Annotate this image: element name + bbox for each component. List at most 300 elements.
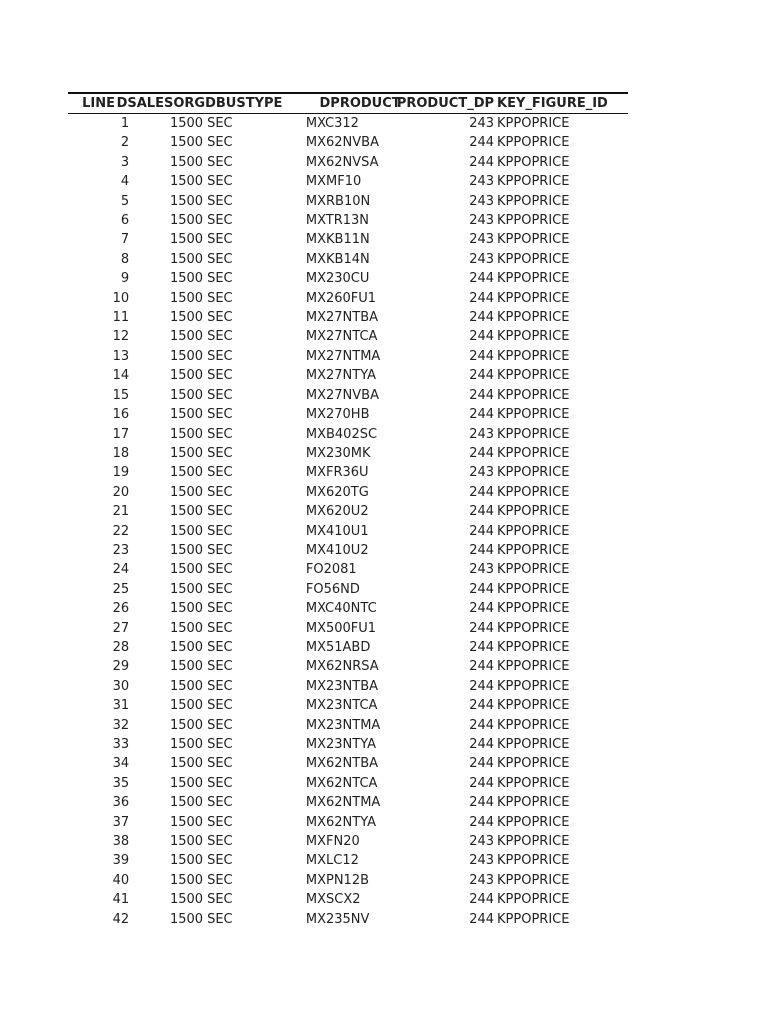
- table-row: [68, 832, 628, 851]
- cell-product-dp: 243: [469, 562, 495, 578]
- cell-product-dp: 244: [469, 271, 495, 287]
- table-row: [68, 813, 628, 832]
- cell-product-dp: 244: [469, 387, 495, 403]
- cell-line: 32: [112, 717, 130, 733]
- cell-dsalesorg: 1500: [169, 213, 204, 229]
- cell-dproduct: MX62NVSA: [305, 154, 379, 170]
- cell-dproduct: MX62NRSA: [305, 659, 379, 675]
- cell-dsalesorg: 1500: [169, 387, 204, 403]
- cell-dbustype: SEC: [207, 601, 233, 617]
- cell-dproduct: MXSCX2: [305, 892, 361, 908]
- cell-key-figure-id: KPPOPRICE: [497, 756, 570, 772]
- cell-dsalesorg: 1500: [169, 562, 204, 578]
- cell-product-dp: 243: [469, 174, 495, 190]
- cell-dsalesorg: 1500: [169, 135, 204, 151]
- cell-line: 15: [112, 387, 130, 403]
- cell-line: 7: [120, 232, 130, 248]
- cell-key-figure-id: KPPOPRICE: [497, 174, 570, 190]
- cell-dproduct: MX230MK: [305, 445, 371, 461]
- cell-product-dp: 244: [469, 892, 495, 908]
- table-row: [68, 114, 628, 134]
- cell-line: 12: [112, 329, 130, 345]
- cell-dsalesorg: 1500: [169, 368, 204, 384]
- cell-dsalesorg: 1500: [169, 892, 204, 908]
- table-row: [68, 211, 628, 230]
- cell-line: 33: [112, 737, 130, 752]
- cell-dbustype: SEC: [207, 407, 233, 423]
- cell-dsalesorg: 1500: [169, 310, 204, 326]
- cell-line: 6: [120, 213, 130, 229]
- cell-dbustype: SEC: [207, 193, 233, 209]
- cell-dbustype: SEC: [207, 368, 233, 384]
- cell-dbustype: SEC: [207, 174, 233, 190]
- cell-key-figure-id: KPPOPRICE: [497, 329, 570, 345]
- cell-product-dp: 244: [469, 737, 495, 752]
- cell-product-dp: 244: [469, 290, 495, 306]
- table-body: [68, 114, 628, 930]
- cell-dproduct: MX27NTYA: [305, 368, 377, 384]
- cell-dsalesorg: 1500: [169, 620, 204, 636]
- cell-key-figure-id: KPPOPRICE: [497, 213, 570, 229]
- cell-dproduct: MX410U1: [305, 523, 369, 539]
- cell-dproduct: MX23NTMA: [305, 717, 381, 733]
- cell-dbustype: SEC: [207, 310, 233, 326]
- table-row: [68, 366, 628, 385]
- cell-product-dp: 244: [469, 581, 495, 597]
- header-dsalesorg: DSALESORG: [129, 93, 205, 114]
- cell-product-dp: 244: [469, 504, 495, 520]
- spreadsheet-page: [68, 92, 628, 929]
- cell-key-figure-id: KPPOPRICE: [497, 892, 570, 908]
- cell-dbustype: SEC: [207, 504, 233, 520]
- table-header: [68, 93, 628, 114]
- cell-dproduct: FO56ND: [305, 581, 360, 597]
- cell-line: 3: [120, 154, 130, 170]
- cell-dproduct: MXMF10: [305, 174, 362, 190]
- cell-dbustype: SEC: [207, 737, 233, 752]
- cell-dbustype: SEC: [207, 620, 233, 636]
- cell-dbustype: SEC: [207, 445, 233, 461]
- cell-product-dp: 244: [469, 601, 495, 617]
- table-row: [68, 444, 628, 463]
- cell-dbustype: SEC: [207, 387, 233, 403]
- cell-line: 13: [112, 348, 130, 364]
- table-row: [68, 133, 628, 152]
- table-row: [68, 890, 628, 909]
- cell-line: 18: [112, 445, 130, 461]
- cell-dsalesorg: 1500: [169, 407, 204, 423]
- cell-dbustype: SEC: [207, 698, 233, 714]
- table-row: [68, 619, 628, 638]
- cell-product-dp: 244: [469, 542, 495, 558]
- cell-key-figure-id: KPPOPRICE: [497, 310, 570, 326]
- cell-dsalesorg: 1500: [169, 116, 204, 131]
- cell-dbustype: SEC: [207, 135, 233, 151]
- cell-line: 38: [112, 834, 130, 850]
- cell-product-dp: 244: [469, 329, 495, 345]
- cell-line: 28: [112, 639, 130, 655]
- cell-dproduct: FO2081: [305, 562, 357, 578]
- cell-dbustype: SEC: [207, 213, 233, 229]
- cell-key-figure-id: KPPOPRICE: [497, 348, 570, 364]
- cell-dsalesorg: 1500: [169, 581, 204, 597]
- table-row: [68, 269, 628, 288]
- cell-dsalesorg: 1500: [169, 271, 204, 287]
- cell-dbustype: SEC: [207, 795, 233, 811]
- cell-dsalesorg: 1500: [169, 775, 204, 791]
- cell-product-dp: 243: [469, 426, 495, 442]
- cell-dproduct: MX62NTBA: [305, 756, 379, 772]
- table-row: [68, 599, 628, 618]
- cell-line: 11: [112, 310, 130, 326]
- cell-key-figure-id: KPPOPRICE: [497, 737, 570, 752]
- cell-dsalesorg: 1500: [169, 639, 204, 655]
- cell-dsalesorg: 1500: [169, 756, 204, 772]
- cell-dproduct: MX620TG: [305, 484, 369, 500]
- cell-line: 41: [112, 892, 130, 908]
- cell-dsalesorg: 1500: [169, 465, 204, 481]
- table-row: [68, 386, 628, 405]
- cell-dsalesorg: 1500: [169, 853, 204, 869]
- cell-product-dp: 243: [469, 116, 495, 131]
- cell-line: 21: [112, 504, 130, 520]
- cell-line: 37: [112, 814, 130, 830]
- cell-key-figure-id: KPPOPRICE: [497, 698, 570, 714]
- cell-dbustype: SEC: [207, 484, 233, 500]
- cell-key-figure-id: KPPOPRICE: [497, 814, 570, 830]
- cell-key-figure-id: KPPOPRICE: [497, 484, 570, 500]
- table-row: [68, 250, 628, 269]
- cell-line: 31: [112, 698, 130, 714]
- cell-line: 5: [120, 193, 130, 209]
- cell-dproduct: MX270HB: [305, 407, 370, 423]
- cell-product-dp: 243: [469, 193, 495, 209]
- cell-line: 23: [112, 542, 130, 558]
- cell-dproduct: MX62NTMA: [305, 795, 381, 811]
- cell-dsalesorg: 1500: [169, 174, 204, 190]
- cell-dproduct: MX23NTBA: [305, 678, 379, 694]
- cell-dsalesorg: 1500: [169, 717, 204, 733]
- cell-key-figure-id: KPPOPRICE: [497, 775, 570, 791]
- cell-dsalesorg: 1500: [169, 678, 204, 694]
- cell-dproduct: MXC312: [305, 116, 359, 131]
- cell-dproduct: MX27NVBA: [305, 387, 379, 403]
- cell-dsalesorg: 1500: [169, 659, 204, 675]
- cell-dsalesorg: 1500: [169, 154, 204, 170]
- cell-line: 19: [112, 465, 130, 481]
- table-row: [68, 347, 628, 366]
- cell-dbustype: SEC: [207, 465, 233, 481]
- cell-dproduct: MX260FU1: [305, 290, 377, 306]
- cell-dproduct: MXFN20: [305, 834, 360, 850]
- cell-dbustype: SEC: [207, 775, 233, 791]
- cell-dsalesorg: 1500: [169, 814, 204, 830]
- cell-product-dp: 244: [469, 659, 495, 675]
- cell-line: 35: [112, 775, 130, 791]
- cell-dproduct: MX23NTCA: [305, 698, 378, 714]
- cell-dbustype: SEC: [207, 911, 233, 927]
- cell-key-figure-id: KPPOPRICE: [497, 193, 570, 209]
- header-product-dp: PRODUCT_DP: [422, 93, 494, 114]
- cell-dsalesorg: 1500: [169, 329, 204, 345]
- table-row: [68, 463, 628, 482]
- cell-dbustype: SEC: [207, 271, 233, 287]
- cell-key-figure-id: KPPOPRICE: [497, 465, 570, 481]
- cell-product-dp: 243: [469, 251, 495, 267]
- cell-dbustype: SEC: [207, 717, 233, 733]
- cell-dbustype: SEC: [207, 639, 233, 655]
- cell-line: 29: [112, 659, 130, 675]
- cell-dbustype: SEC: [207, 348, 233, 364]
- table-row: [68, 230, 628, 249]
- cell-product-dp: 244: [469, 310, 495, 326]
- cell-dsalesorg: 1500: [169, 348, 204, 364]
- cell-dbustype: SEC: [207, 329, 233, 345]
- cell-dbustype: SEC: [207, 426, 233, 442]
- table-row: [68, 541, 628, 560]
- cell-product-dp: 244: [469, 407, 495, 423]
- cell-product-dp: 243: [469, 213, 495, 229]
- cell-dproduct: MX62NVBA: [305, 135, 379, 151]
- cell-product-dp: 244: [469, 678, 495, 694]
- cell-line: 17: [112, 426, 130, 442]
- table-row: [68, 289, 628, 308]
- cell-dproduct: MXPN12B: [305, 872, 370, 888]
- cell-dsalesorg: 1500: [169, 911, 204, 927]
- table-row: [68, 638, 628, 657]
- table-row: [68, 327, 628, 346]
- table-row: [68, 153, 628, 172]
- cell-dproduct: MXC40NTC: [305, 601, 377, 617]
- table-row: [68, 580, 628, 599]
- cell-line: 1: [120, 116, 130, 131]
- cell-product-dp: 244: [469, 135, 495, 151]
- cell-product-dp: 244: [469, 814, 495, 830]
- cell-dbustype: SEC: [207, 834, 233, 850]
- cell-dbustype: SEC: [207, 892, 233, 908]
- cell-key-figure-id: KPPOPRICE: [497, 853, 570, 869]
- cell-key-figure-id: KPPOPRICE: [497, 542, 570, 558]
- cell-key-figure-id: KPPOPRICE: [497, 154, 570, 170]
- data-table: [68, 92, 628, 929]
- cell-product-dp: 244: [469, 154, 495, 170]
- cell-line: 25: [112, 581, 130, 597]
- cell-product-dp: 244: [469, 911, 495, 927]
- cell-dsalesorg: 1500: [169, 426, 204, 442]
- cell-key-figure-id: KPPOPRICE: [497, 445, 570, 461]
- table-row: [68, 735, 628, 754]
- table-row: [68, 754, 628, 773]
- cell-dbustype: SEC: [207, 756, 233, 772]
- cell-dproduct: MXLC12: [305, 853, 359, 869]
- cell-line: 39: [112, 853, 130, 869]
- cell-product-dp: 244: [469, 795, 495, 811]
- cell-key-figure-id: KPPOPRICE: [497, 717, 570, 733]
- cell-line: 4: [120, 174, 130, 190]
- cell-dbustype: SEC: [207, 154, 233, 170]
- cell-dsalesorg: 1500: [169, 290, 204, 306]
- cell-line: 20: [112, 484, 130, 500]
- table-row: [68, 716, 628, 735]
- cell-product-dp: 243: [469, 232, 495, 248]
- table-row: [68, 793, 628, 812]
- cell-dsalesorg: 1500: [169, 737, 204, 752]
- cell-line: 30: [112, 678, 130, 694]
- cell-dbustype: SEC: [207, 872, 233, 888]
- cell-product-dp: 244: [469, 368, 495, 384]
- table-row: [68, 483, 628, 502]
- cell-dbustype: SEC: [207, 678, 233, 694]
- cell-key-figure-id: KPPOPRICE: [497, 271, 570, 287]
- cell-dsalesorg: 1500: [169, 445, 204, 461]
- cell-dbustype: SEC: [207, 523, 233, 539]
- cell-line: 26: [112, 601, 130, 617]
- cell-key-figure-id: KPPOPRICE: [497, 135, 570, 151]
- cell-dbustype: SEC: [207, 659, 233, 675]
- cell-dproduct: MX62NTYA: [305, 814, 377, 830]
- cell-dproduct: MX23NTYA: [305, 737, 377, 752]
- cell-key-figure-id: KPPOPRICE: [497, 639, 570, 655]
- table-row: [68, 172, 628, 191]
- table-row: [68, 657, 628, 676]
- cell-line: 2: [120, 135, 130, 151]
- cell-dproduct: MX230CU: [305, 271, 370, 287]
- cell-dbustype: SEC: [207, 542, 233, 558]
- cell-line: 42: [112, 911, 130, 927]
- cell-dsalesorg: 1500: [169, 193, 204, 209]
- cell-product-dp: 244: [469, 698, 495, 714]
- cell-product-dp: 243: [469, 872, 495, 888]
- cell-key-figure-id: KPPOPRICE: [497, 251, 570, 267]
- cell-key-figure-id: KPPOPRICE: [497, 407, 570, 423]
- table-row: [68, 425, 628, 444]
- table-row: [68, 308, 628, 327]
- cell-dbustype: SEC: [207, 232, 233, 248]
- cell-dbustype: SEC: [207, 581, 233, 597]
- cell-line: 14: [112, 368, 130, 384]
- cell-line: 9: [120, 271, 130, 287]
- table-row: [68, 405, 628, 424]
- header-line: LINE: [68, 93, 129, 114]
- cell-key-figure-id: KPPOPRICE: [497, 504, 570, 520]
- cell-dsalesorg: 1500: [169, 601, 204, 617]
- cell-dbustype: SEC: [207, 853, 233, 869]
- cell-product-dp: 243: [469, 465, 495, 481]
- table-row: [68, 871, 628, 890]
- cell-dproduct: MX51ABD: [305, 639, 371, 655]
- cell-product-dp: 244: [469, 523, 495, 539]
- cell-key-figure-id: KPPOPRICE: [497, 795, 570, 811]
- cell-dsalesorg: 1500: [169, 834, 204, 850]
- cell-dproduct: MX235NV: [305, 911, 370, 927]
- cell-product-dp: 244: [469, 639, 495, 655]
- cell-product-dp: 244: [469, 445, 495, 461]
- table-row: [68, 851, 628, 870]
- header-dproduct: DPRODUCT: [298, 93, 422, 114]
- cell-key-figure-id: KPPOPRICE: [497, 601, 570, 617]
- cell-dbustype: SEC: [207, 290, 233, 306]
- cell-dsalesorg: 1500: [169, 698, 204, 714]
- cell-product-dp: 243: [469, 853, 495, 869]
- cell-dproduct: MXFR36U: [305, 465, 369, 481]
- cell-product-dp: 244: [469, 717, 495, 733]
- cell-product-dp: 244: [469, 620, 495, 636]
- cell-dsalesorg: 1500: [169, 232, 204, 248]
- cell-key-figure-id: KPPOPRICE: [497, 368, 570, 384]
- cell-dsalesorg: 1500: [169, 484, 204, 500]
- cell-key-figure-id: KPPOPRICE: [497, 232, 570, 248]
- cell-product-dp: 244: [469, 348, 495, 364]
- cell-line: 8: [120, 251, 130, 267]
- cell-dsalesorg: 1500: [169, 795, 204, 811]
- cell-product-dp: 244: [469, 756, 495, 772]
- cell-dbustype: SEC: [207, 116, 233, 131]
- cell-dbustype: SEC: [207, 251, 233, 267]
- cell-dsalesorg: 1500: [169, 251, 204, 267]
- table-row: [68, 522, 628, 541]
- header-row: [68, 93, 628, 114]
- cell-line: 16: [112, 407, 130, 423]
- cell-dproduct: MX62NTCA: [305, 775, 378, 791]
- cell-dsalesorg: 1500: [169, 504, 204, 520]
- cell-key-figure-id: KPPOPRICE: [497, 116, 570, 131]
- cell-line: 24: [112, 562, 130, 578]
- table-row: [68, 502, 628, 521]
- table-row: [68, 774, 628, 793]
- cell-dsalesorg: 1500: [169, 523, 204, 539]
- cell-key-figure-id: KPPOPRICE: [497, 872, 570, 888]
- cell-key-figure-id: KPPOPRICE: [497, 290, 570, 306]
- cell-key-figure-id: KPPOPRICE: [497, 523, 570, 539]
- table-row: [68, 192, 628, 211]
- cell-key-figure-id: KPPOPRICE: [497, 620, 570, 636]
- cell-line: 36: [112, 795, 130, 811]
- cell-key-figure-id: KPPOPRICE: [497, 562, 570, 578]
- cell-key-figure-id: KPPOPRICE: [497, 387, 570, 403]
- table-row: [68, 677, 628, 696]
- cell-dproduct: MX27NTMA: [305, 348, 381, 364]
- cell-dproduct: MX27NTCA: [305, 329, 378, 345]
- cell-line: 34: [112, 756, 130, 772]
- cell-key-figure-id: KPPOPRICE: [497, 678, 570, 694]
- cell-product-dp: 243: [469, 834, 495, 850]
- table-row: [68, 696, 628, 715]
- cell-product-dp: 244: [469, 775, 495, 791]
- cell-key-figure-id: KPPOPRICE: [497, 659, 570, 675]
- cell-dproduct: MXKB11N: [305, 232, 370, 248]
- cell-line: 22: [112, 523, 130, 539]
- cell-key-figure-id: KPPOPRICE: [497, 911, 570, 927]
- cell-dproduct: MX500FU1: [305, 620, 377, 636]
- header-key-figure-id: KEY_FIGURE_ID: [494, 93, 628, 114]
- cell-dproduct: MX410U2: [305, 542, 369, 558]
- cell-dsalesorg: 1500: [169, 542, 204, 558]
- cell-dproduct: MX27NTBA: [305, 310, 379, 326]
- header-dbustype: DBUSTYPE: [205, 93, 298, 114]
- cell-key-figure-id: KPPOPRICE: [497, 834, 570, 850]
- cell-dproduct: MXRB10N: [305, 193, 371, 209]
- cell-dproduct: MXKB14N: [305, 251, 370, 267]
- cell-dbustype: SEC: [207, 562, 233, 578]
- cell-dsalesorg: 1500: [169, 872, 204, 888]
- cell-line: 10: [112, 290, 130, 306]
- cell-line: 27: [112, 620, 130, 636]
- cell-key-figure-id: KPPOPRICE: [497, 426, 570, 442]
- table-row: [68, 560, 628, 579]
- table-row: [68, 910, 628, 929]
- cell-key-figure-id: KPPOPRICE: [497, 581, 570, 597]
- cell-dproduct: MXTR13N: [305, 213, 370, 229]
